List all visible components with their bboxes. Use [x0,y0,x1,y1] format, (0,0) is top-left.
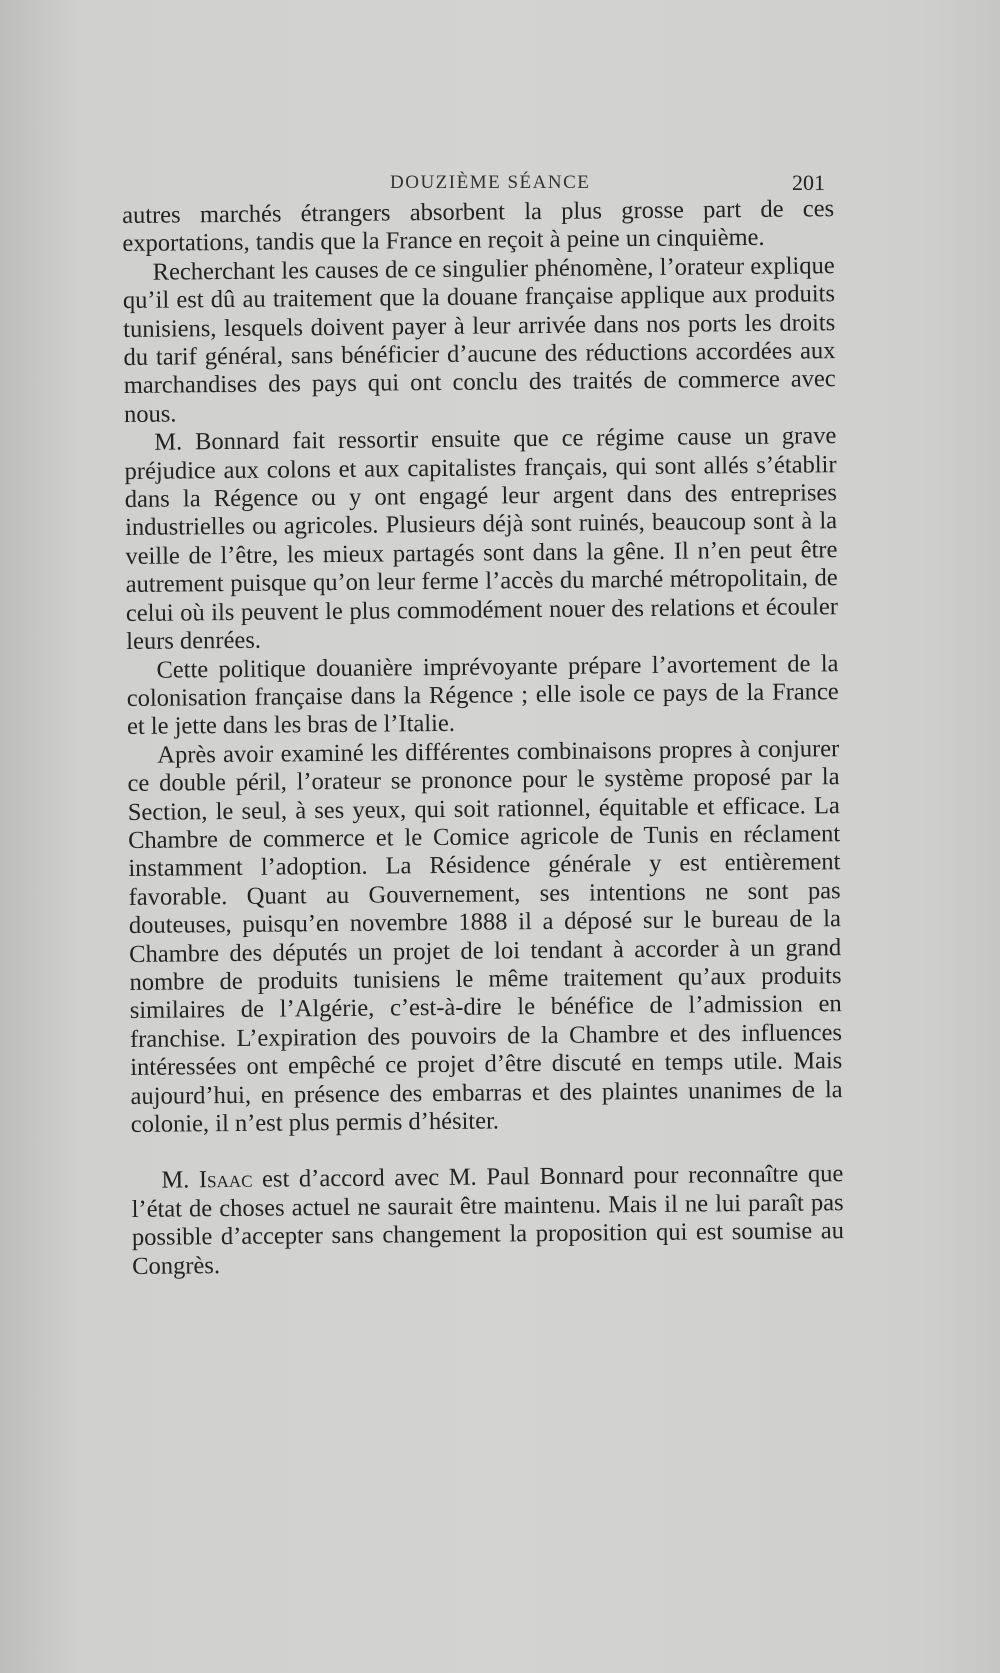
page-header [0,170,1000,200]
paragraph-6 [131,1161,844,1281]
paragraph-2: Recherchant les causes de ce singulier phénomène, l’orateur explique qu’il est dû au traitement que la douane française applique aux produits tunisiens, lesquels doivent payer à leur arrivée dans nos ports les droits du tarif général, sans bénéficier d’aucune des réductions accordées aux marchandises des pays qui ont conclu des traités de commerce avec nous. [122,251,836,428]
speaker-name: Isaac [198,1166,253,1194]
running-head: DOUZIÈME SÉANCE [390,172,591,193]
paragraph-4: Cette politique douanière imprévoyante prépare l’avortement de la colonisation française dans la Régence ; elle isole ce pays de la France et le jette dans les bras de l’Italie. [126,649,839,741]
paragraph-6-text: est d’accord avec M. Paul Bonnard pour reconnaître que l’état de choses actuel ne saurait être maintenu. Mais il ne lui paraît pas possible d’accepter sans changement la proposition qui est soumise au Congrès. [131,1160,845,1280]
speaker-prefix: M. [161,1166,200,1195]
paragraph-5: Après avoir examiné les différentes combinaisons propres à conjurer ce double péril, l’orateur se prononce pour le système proposé par la Section, le seul, à ses yeux, qui soit rationnel, équitable et efficace. La Chambre de commerce et le Comice agricole de Tunis en réclament instamment l’adoption. La Résidence générale y est entièrement favorable. Quant au Gouvernement, ses intentions ne sont pas douteuses, puisqu’en novembre 1888 il a déposé sur le bureau de la Chambre des députés un projet de loi tendant à accorder à un grand nombre de produits tunisiens le même traitement qu’aux produits similaires de l’Algérie, c’est-à-dire le bénéfice de l’admission en franchise. L’expiration des pouvoirs de la Chambre et des influences intéressées ont empêché ce projet d’être discuté en temps utile. Mais aujourd’hui, en présence des embarras et des plaintes unanimes de la colonie, il n’est plus permis d’hésiter. [127,734,843,1138]
paragraph-3: M. Bonnard fait ressortir ensuite que ce régime cause un grave préjudice aux colons et aux capitalistes français, qui sont allés s’établir dans la Régence ou y ont engagé leur argent dans des entreprises industrielles ou agricoles. Plusieurs déjà sont ruinés, beaucoup sont à la veille de l’être, les mieux partagés sont dans la gêne. Il n’en peut être autrement puisque qu’on leur ferme l’accès du marché métropolitain, de celui où ils peuvent le plus commodément nouer des relations et écouler leurs denrées. [124,422,839,656]
page-number: 201 [792,170,825,195]
body-text [122,195,844,1281]
paragraph-1: autres marchés étrangers absorbent la plus grosse part de ces exportations, tandis que la France en reçoit à peine un cinquième. [122,195,835,258]
